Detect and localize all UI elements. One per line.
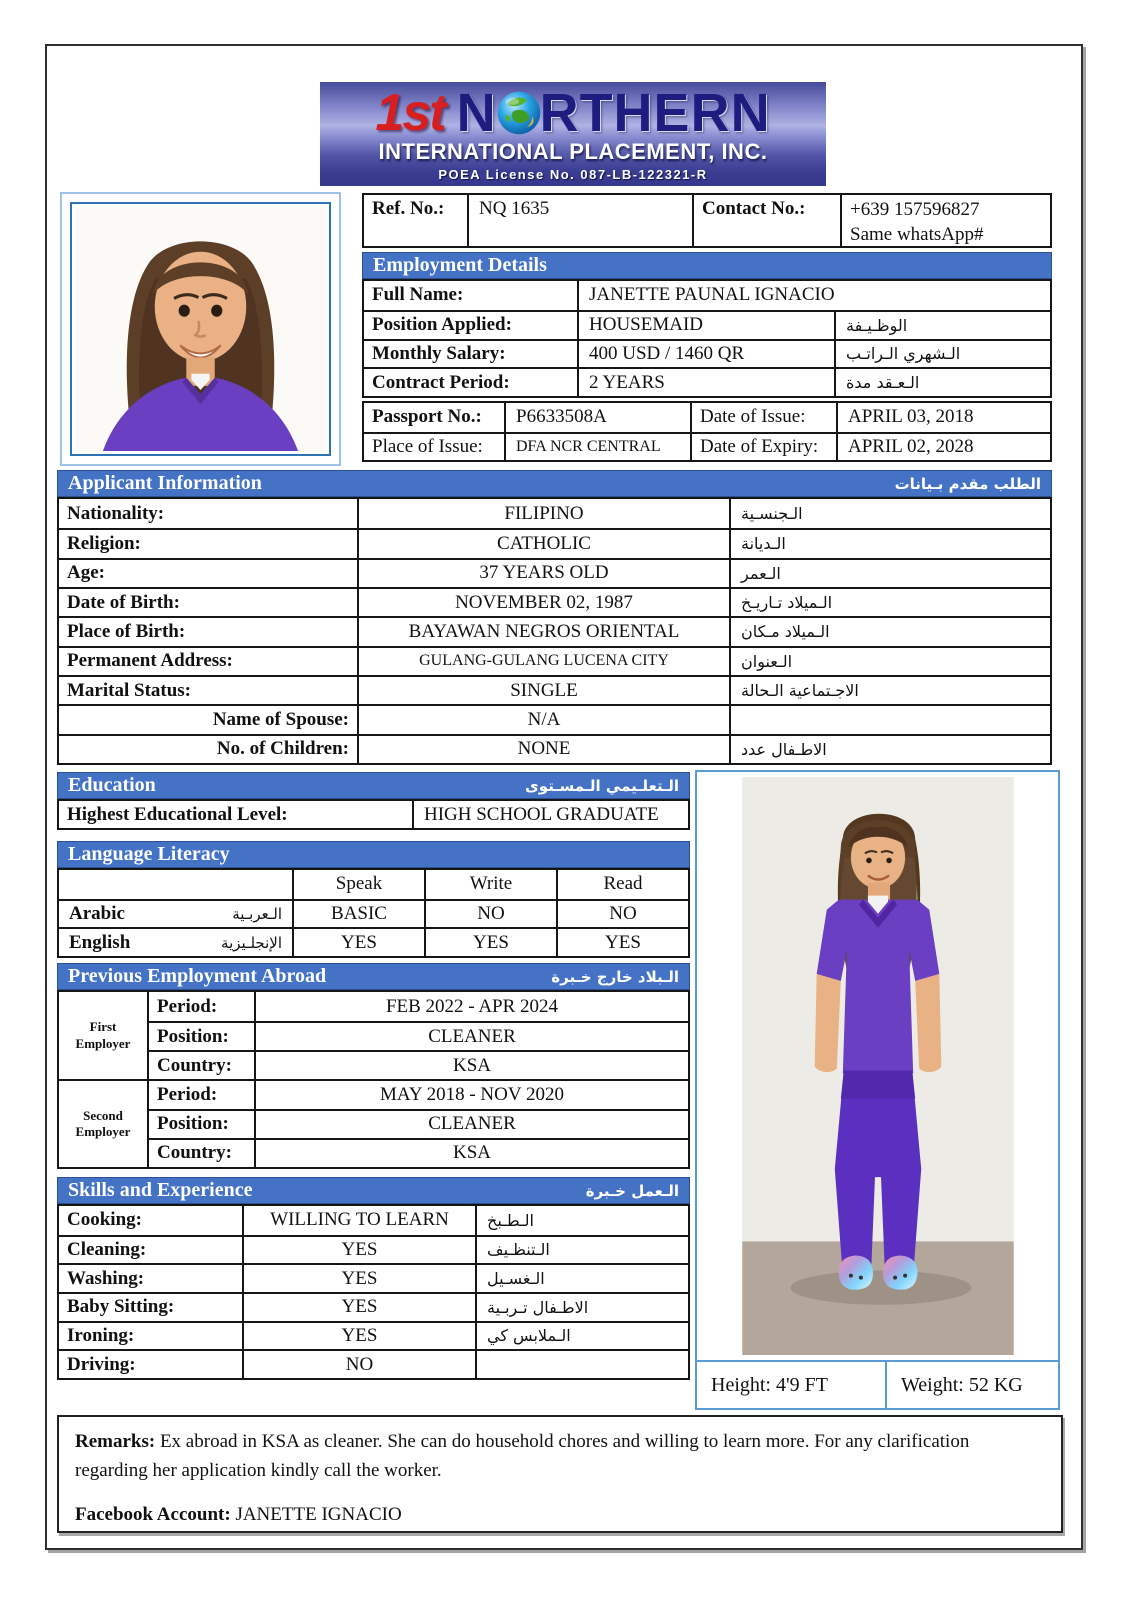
driving-value: NO [242, 1349, 475, 1378]
education-level-value: HIGH SCHOOL GRADUATE [412, 801, 688, 828]
date-of-issue-value: APRIL 03, 2018 [836, 403, 1050, 432]
place-of-issue-label: Place of Issue: [364, 432, 504, 461]
marital-status-arabic: الاجـتماعية الـحالة [729, 675, 1050, 704]
date-of-birth-label: Date of Birth: [59, 587, 357, 616]
first-country-label: Country: [147, 1050, 254, 1079]
body-stats-row [697, 1360, 1058, 1408]
ironing-label: Ironing: [59, 1321, 242, 1350]
first-employer-label [59, 992, 147, 1079]
facebook-value: JANETTE IGNACIO [230, 1504, 402, 1525]
contract-period-label: Contract Period: [364, 367, 577, 396]
arabic-language-arabic: الـعربـية [232, 904, 282, 923]
first-position-value: CLEANER [254, 1021, 688, 1050]
contact-no-value [840, 195, 1050, 246]
second-employer-label [59, 1079, 147, 1167]
second-employer-line1: Second [83, 1107, 123, 1123]
second-position-value: CLEANER [254, 1109, 688, 1138]
marital-status-label: Marital Status: [59, 675, 357, 704]
ref-contact-table [362, 193, 1052, 248]
date-of-expiry-label: Date of Expiry: [690, 432, 836, 461]
ref-no-value: NQ 1635 [467, 195, 692, 246]
name-of-spouse-arabic [729, 704, 1050, 733]
permanent-address-value: GULANG-GULANG LUCENA CITY [357, 646, 729, 675]
no-of-children-value: NONE [357, 734, 729, 763]
remarks-box [57, 1415, 1063, 1533]
skills-title-arabic: الـعمل خـبرة [585, 1181, 679, 1200]
date-of-issue-label: Date of Issue: [690, 403, 836, 432]
arabic-read-value: NO [556, 899, 688, 928]
washing-value: YES [242, 1263, 475, 1292]
education-title-arabic: الـتعلـيمي الـمسـتوى [525, 776, 679, 795]
arabic-write-value: NO [424, 899, 556, 928]
position-applied-value: HOUSEMAID [577, 310, 834, 339]
weight-value: Weight: 52 KG [885, 1362, 1058, 1408]
applicant-info-header [57, 470, 1052, 497]
first-employer-line1: First [89, 1019, 117, 1035]
write-col-header: Write [424, 870, 556, 899]
arabic-language-name: Arabic [69, 902, 125, 924]
globe-icon [496, 90, 542, 136]
second-employer-line2: Employer [75, 1124, 131, 1140]
applicant-info-title: Applicant Information [68, 472, 262, 494]
monthly-salary-arabic: الـشهري الـراتـب [834, 339, 1050, 368]
english-speak-value: YES [292, 927, 424, 956]
no-of-children-arabic: الاطـفال عدد [729, 734, 1050, 763]
first-country-value: KSA [254, 1050, 688, 1079]
previous-employment-title-arabic: الـبلاد خارج خـبرة [551, 967, 679, 986]
washing-label: Washing: [59, 1263, 242, 1292]
portrait-photo-frame [60, 192, 341, 466]
applicant-portrait-photo [70, 202, 331, 456]
age-arabic: الـعمر [729, 558, 1050, 587]
employment-details-header [362, 252, 1052, 279]
age-value: 37 YEARS OLD [357, 558, 729, 587]
remarks-text: Ex abroad in KSA as cleaner. She can do household chores and willing to learn more. For any clarification regarding her application kindly call the worker. [75, 1431, 970, 1481]
agency-logo-banner [320, 82, 826, 186]
logo-name-left: N [456, 83, 497, 143]
agency-subtitle: INTERNATIONAL PLACEMENT, INC. [378, 139, 768, 164]
remarks-line [75, 1428, 1045, 1485]
place-of-birth-value: BAYAWAN NEGROS ORIENTAL [357, 616, 729, 645]
second-country-value: KSA [254, 1138, 688, 1167]
first-employer-line2: Employer [75, 1035, 131, 1051]
second-period-value: MAY 2018 - NOV 2020 [254, 1079, 688, 1108]
position-applied-arabic: الوظـيـفة [834, 310, 1050, 339]
name-of-spouse-value: N/A [357, 704, 729, 733]
applicant-info-table [57, 497, 1052, 765]
ref-no-label: Ref. No.: [372, 198, 445, 219]
date-of-birth-arabic: الـميلاد تـاريـخ [729, 587, 1050, 616]
ironing-value: YES [242, 1321, 475, 1350]
arabic-speak-value: BASIC [292, 899, 424, 928]
monthly-salary-value: 400 USD / 1460 QR [577, 339, 834, 368]
language-literacy-table [57, 868, 690, 958]
cooking-arabic: الـطـبخ [475, 1206, 688, 1235]
date-of-birth-value: NOVEMBER 02, 1987 [357, 587, 729, 616]
ironing-arabic: الـملابس كي [475, 1321, 688, 1350]
position-applied-label: Position Applied: [364, 310, 577, 339]
marital-status-value: SINGLE [357, 675, 729, 704]
passport-no-value: P6633508A [504, 403, 690, 432]
education-header [57, 772, 690, 799]
nationality-arabic: الـجنسـية [729, 499, 1050, 528]
english-language-name: English [69, 931, 131, 953]
age-label: Age: [59, 558, 357, 587]
full-name-label: Full Name: [372, 284, 464, 306]
no-of-children-label: No. of Children: [59, 734, 357, 763]
previous-employment-table [57, 990, 690, 1169]
language-literacy-header [57, 841, 690, 868]
cleaning-arabic: الـتنظـيف [475, 1235, 688, 1264]
contact-phone: +639 157596827 [850, 199, 980, 220]
place-of-birth-arabic: الـميلاد مـكان [729, 616, 1050, 645]
english-write-value: YES [424, 927, 556, 956]
first-period-value: FEB 2022 - APR 2024 [254, 992, 688, 1021]
cooking-value: WILLING TO LEARN [242, 1206, 475, 1235]
cleaning-value: YES [242, 1235, 475, 1264]
baby-sitting-label: Baby Sitting: [59, 1292, 242, 1321]
arabic-language-label [59, 899, 292, 928]
applicant-info-title-arabic: الطلب مقدم بـيانات [894, 474, 1041, 493]
language-col-header-blank [59, 870, 292, 899]
education-title: Education [68, 774, 156, 796]
cooking-label: Cooking: [67, 1209, 142, 1231]
monthly-salary-label: Monthly Salary: [364, 339, 577, 368]
date-of-expiry-value: APRIL 02, 2028 [836, 432, 1050, 461]
skills-header [57, 1177, 690, 1204]
first-period-label: Period: [147, 992, 254, 1021]
contract-period-arabic: الـعـقد مدة [834, 367, 1050, 396]
permanent-address-arabic: الـعنوان [729, 646, 1050, 675]
passport-no-label: Passport No.: [372, 406, 482, 428]
full-body-photo-panel [695, 770, 1060, 1410]
permanent-address-label: Permanent Address: [59, 646, 357, 675]
nationality-label: Nationality: [67, 502, 165, 524]
poea-license: POEA License No. 087-LB-122321-R [438, 167, 708, 183]
skills-table [57, 1204, 690, 1380]
place-of-birth-label: Place of Birth: [59, 616, 357, 645]
applicant-fullbody-photo [697, 772, 1058, 1360]
education-level-label: Highest Educational Level: [67, 803, 288, 825]
remarks-label: Remarks: [75, 1431, 156, 1452]
full-name-value: JANETTE PAUNAL IGNACIO [577, 281, 1050, 310]
previous-employment-header [57, 963, 690, 990]
second-country-label: Country: [147, 1138, 254, 1167]
employment-details-table [362, 279, 1052, 398]
place-of-issue-value: DFA NCR CENTRAL [504, 432, 690, 461]
language-literacy-title: Language Literacy [68, 843, 230, 865]
contract-period-value: 2 YEARS [577, 367, 834, 396]
height-value: Height: 4'9 FT [711, 1373, 828, 1396]
religion-label: Religion: [59, 528, 357, 557]
second-period-label: Period: [147, 1079, 254, 1108]
facebook-line [75, 1501, 1045, 1530]
skills-title: Skills and Experience [68, 1179, 253, 1201]
facebook-label: Facebook Account: [75, 1504, 231, 1525]
education-table [57, 799, 690, 830]
speak-col-header: Speak [292, 870, 424, 899]
previous-employment-title: Previous Employment Abroad [68, 965, 327, 987]
baby-sitting-arabic: الاطـفال تـربـية [475, 1292, 688, 1321]
washing-arabic: الـغسـيل [475, 1263, 688, 1292]
contact-no-label: Contact No.: [692, 195, 840, 246]
logo-1st-text: 1st [375, 84, 445, 142]
religion-arabic: الـديانة [729, 528, 1050, 557]
english-language-arabic: الإنجلـيزية [221, 933, 282, 952]
passport-table [362, 401, 1052, 462]
employment-details-title: Employment Details [373, 254, 547, 276]
contact-whatsapp-note: Same whatsApp# [850, 223, 984, 245]
driving-label: Driving: [59, 1349, 242, 1378]
english-language-label [59, 927, 292, 956]
baby-sitting-value: YES [242, 1292, 475, 1321]
nationality-value: FILIPINO [357, 499, 729, 528]
driving-arabic [475, 1349, 688, 1378]
logo-name-right: RTHERN [539, 83, 771, 143]
first-position-label: Position: [147, 1021, 254, 1050]
religion-value: CATHOLIC [357, 528, 729, 557]
name-of-spouse-label: Name of Spouse: [59, 704, 357, 733]
second-position-label: Position: [147, 1109, 254, 1138]
english-read-value: YES [556, 927, 688, 956]
read-col-header: Read [556, 870, 688, 899]
cleaning-label: Cleaning: [59, 1235, 242, 1264]
agency-logo-row [375, 84, 770, 142]
